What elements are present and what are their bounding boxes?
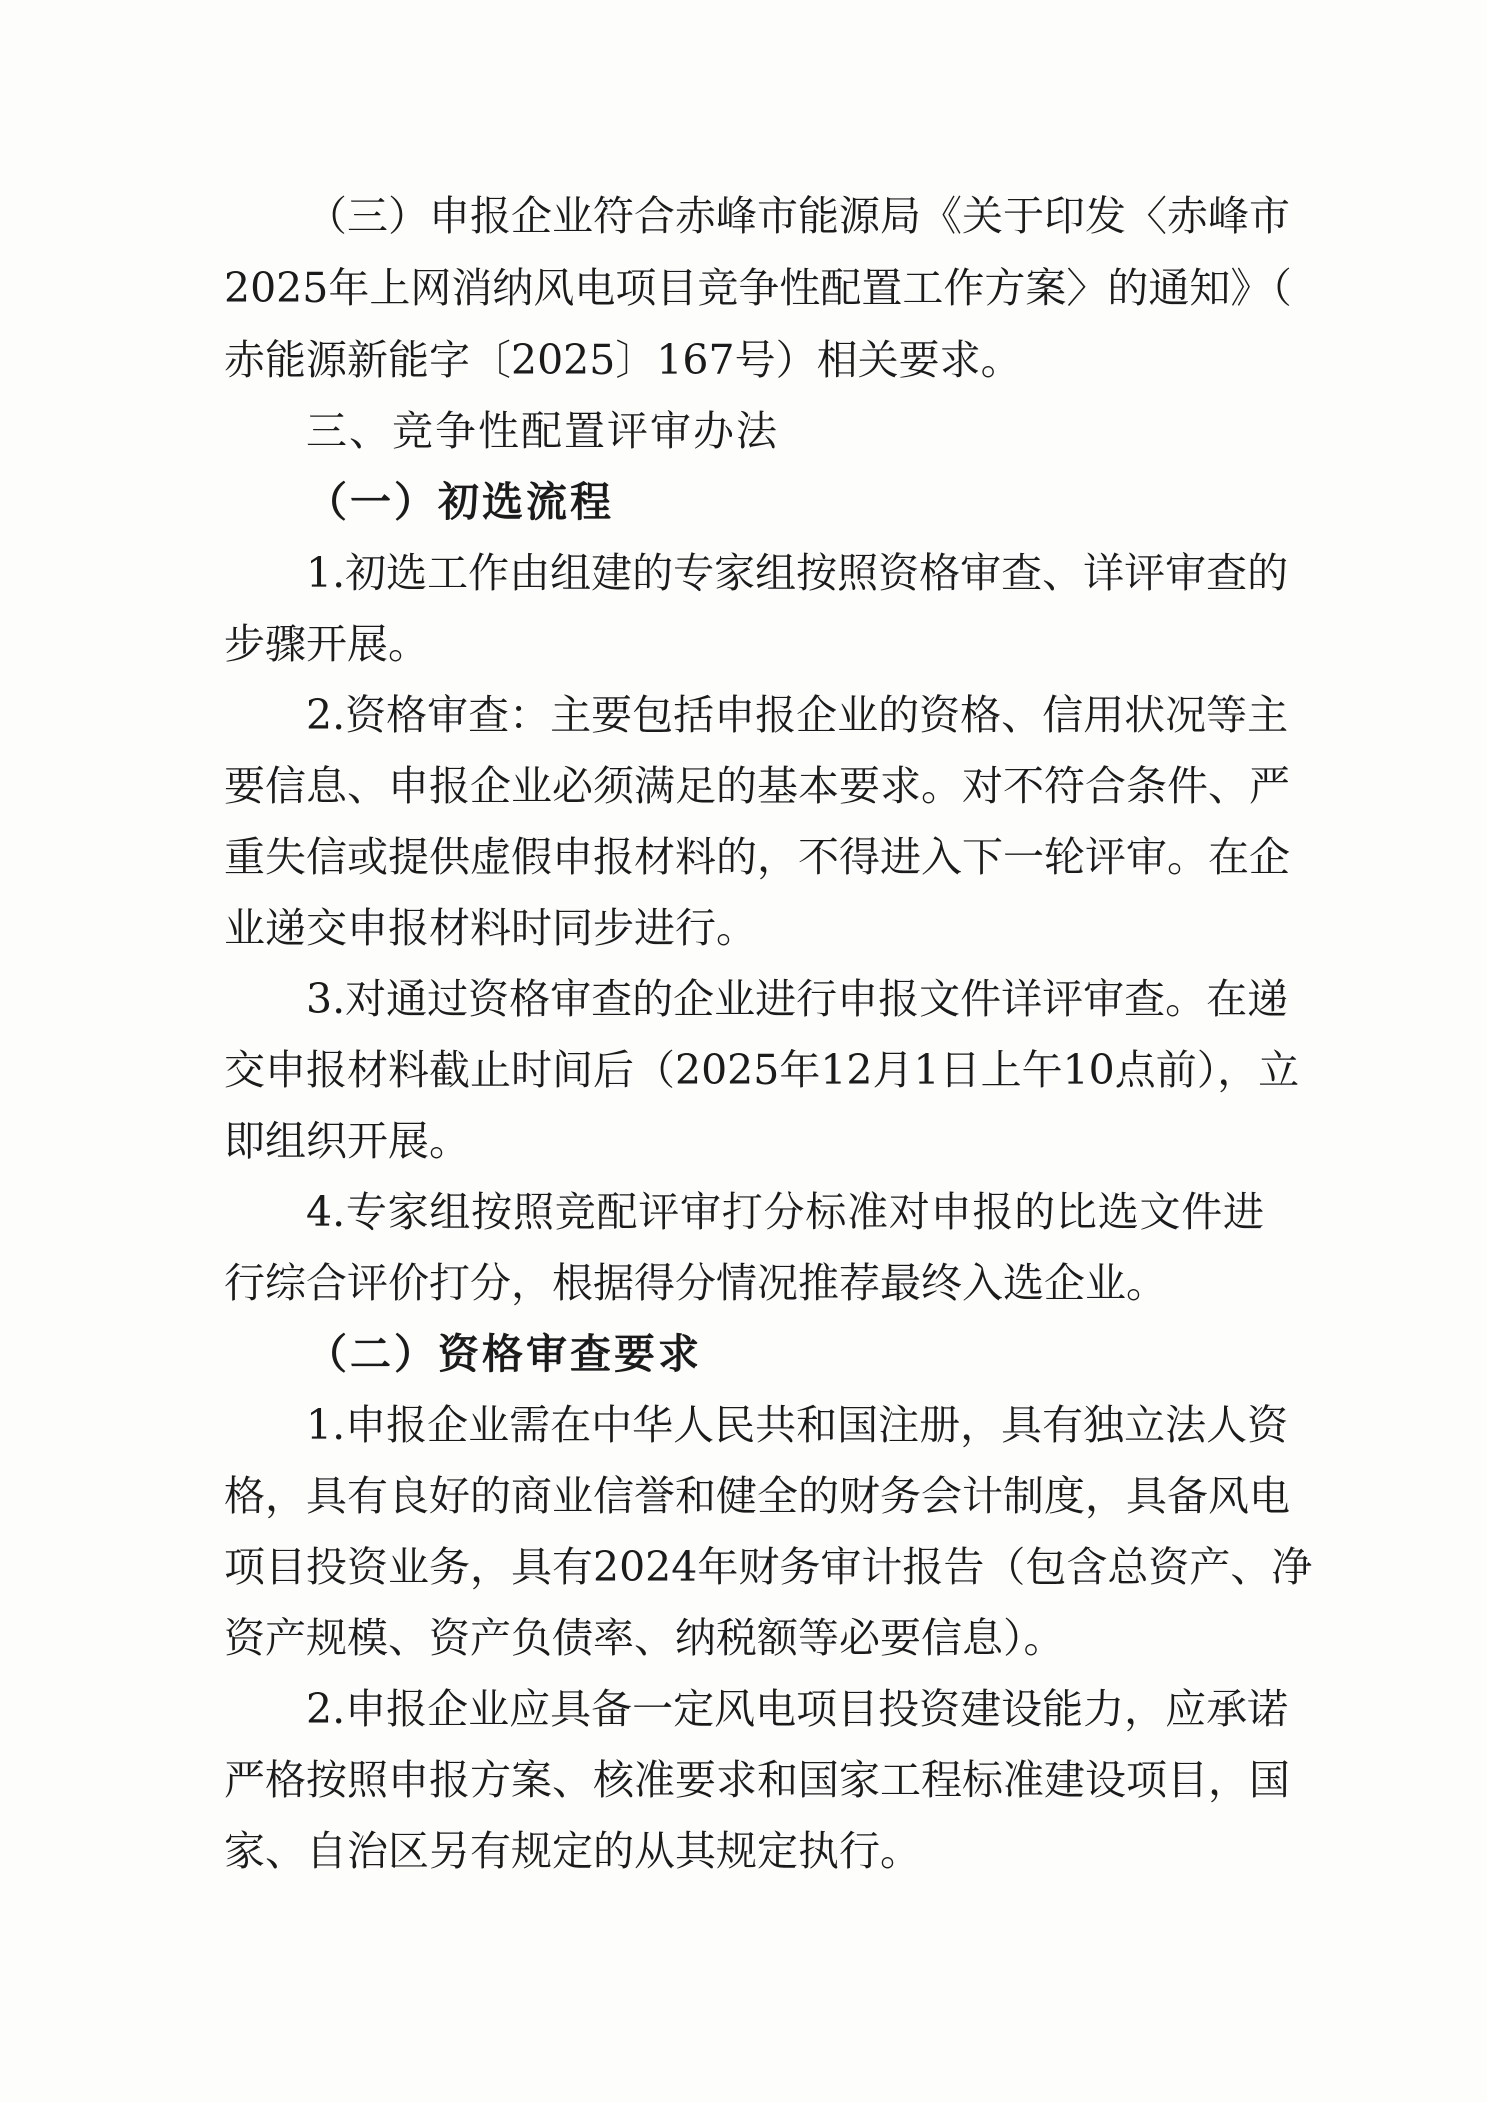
item-3-line-3: 即组织开展。 — [224, 1117, 470, 1165]
item-4-line-1: 4.专家组按照竞配评审打分标准对申报的比选文件进 — [306, 1188, 1264, 1236]
req-1-line-2: 格，具有良好的商业信誉和健全的财务会计制度，具备风电 — [224, 1472, 1290, 1520]
item-2-line-3: 重失信或提供虚假申报材料的，不得进入下一轮评审。在企 — [224, 833, 1290, 881]
paragraph-3-line-3: 赤能源新能字〔2025〕167号）相关要求。 — [224, 336, 1022, 384]
item-2-line-2: 要信息、申报企业必须满足的基本要求。对不符合条件、严 — [224, 762, 1290, 810]
req-2-line-1: 2.申报企业应具备一定风电项目投资建设能力，应承诺 — [306, 1685, 1289, 1733]
req-1-line-4: 资产规模、资产负债率、纳税额等必要信息）。 — [224, 1614, 1065, 1662]
item-1-line-2: 步骤开展。 — [224, 620, 429, 668]
req-1-line-1: 1.申报企业需在中华人民共和国注册，具有独立法人资 — [306, 1401, 1289, 1449]
item-4-line-2: 行综合评价打分，根据得分情况推荐最终入选企业。 — [224, 1259, 1167, 1307]
req-1-line-3: 项目投资业务，具有2024年财务审计报告（包含总资产、净 — [224, 1543, 1313, 1591]
paragraph-3-line-2: 2025年上网消纳风电项目竞争性配置工作方案〉的通知》（ — [224, 264, 1292, 312]
paragraph-3-line-1: （三）申报企业符合赤峰市能源局《关于印发〈赤峰市 — [306, 192, 1290, 240]
subheading-preliminary-process: （一）初选流程 — [306, 478, 614, 526]
req-2-line-3: 家、自治区另有规定的从其规定执行。 — [224, 1827, 921, 1875]
item-2-line-1: 2.资格审查：主要包括申报企业的资格、信用状况等主 — [306, 691, 1289, 739]
item-2-line-4: 业递交申报材料时同步进行。 — [224, 904, 757, 952]
item-3-line-2: 交申报材料截止时间后（2025年12月1日上午10点前），立 — [224, 1046, 1300, 1094]
subheading-qualification-requirements: （二）资格审查要求 — [306, 1330, 702, 1378]
item-3-line-1: 3.对通过资格审查的企业进行申报文件详评审查。在递 — [306, 975, 1289, 1023]
req-2-line-2: 严格按照申报方案、核准要求和国家工程标准建设项目，国 — [224, 1756, 1290, 1804]
section-heading-evaluation-method: 三、竞争性配置评审办法 — [306, 407, 779, 455]
item-1-line-1: 1.初选工作由组建的专家组按照资格审查、详评审查的 — [306, 549, 1289, 597]
